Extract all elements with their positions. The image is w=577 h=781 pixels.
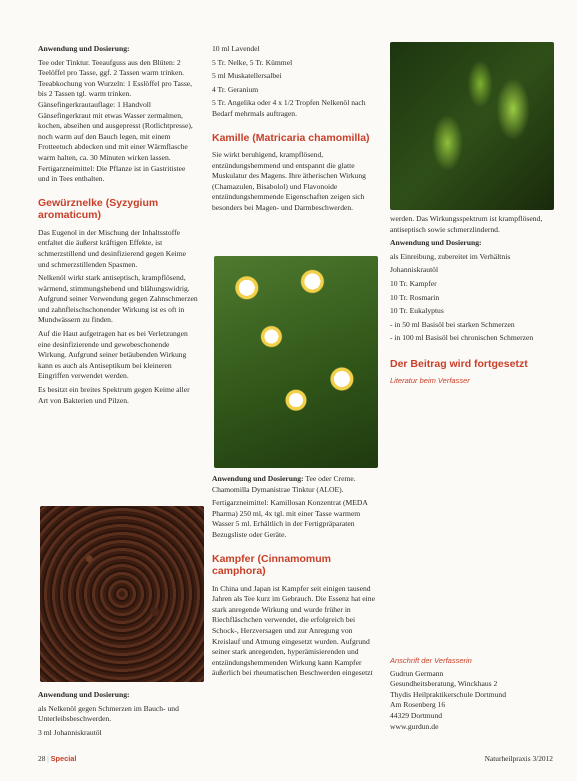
usage-item: 10 Tr. Rosmarin (390, 292, 440, 302)
continued-heading: Der Beitrag wird fortgesetzt (390, 357, 528, 370)
column-1-bottom (38, 690, 198, 741)
usage-item: 10 Tr. Eukalyptus (390, 306, 444, 316)
cloves-photo (40, 506, 204, 682)
author-block (390, 656, 556, 732)
section-label: Special (50, 754, 77, 763)
camphor-cont-text: werden. Das Wirkungsspektrum ist krampflösend, antiseptisch sowie schmerzlindernd. (390, 214, 543, 234)
usage-heading-2: Anwendung und Dosierung: (38, 690, 130, 699)
usage-text-2: als Nelkenöl gegen Schmerzen im Bauch- und Unterleibsbeschwerden. (38, 703, 179, 724)
clove-text-2: Nelkenöl wirkt stark antiseptisch, krampflösend, wärmend, stimmungshebend und blähungswidrig. Aufgrund seiner Verwendung gegen Zahnschmerzen und zahnfleischschonender Wirkung ist es oft in Mundwässern zu finden. (38, 273, 198, 325)
usage-text-1: Tee oder Tinktur. Teeaufguss aus den Blüten: 2 Teelöffel pro Tasse, ggf. 2 Tassen warm trinken. Teeabkochung von Wurzeln: 1 Esslöffel pro Tasse, bis 2 Tassen tgl. warm trinken. Gänsefingerkrautauflage: 1 Handvoll Gänsefingerkraut mit etwas Wasser zermalmen, kochen, abseihen und ausgepresst (Rotlichtpresse), noch warm auf den Bauch legen, mit einem Frotteetuch abdecken und mit einer Wärmflasche warm halten, ca. 30 Minuten wirken lassen. Fertigarzneimittel: Die Pflanze ist in Gastritistee und in Tees enthalten. (38, 57, 193, 184)
column-2-bottom (212, 474, 378, 682)
page-footer-left: 28 | Special (38, 754, 77, 763)
literature-note: Literatur beim Verfasser (390, 376, 470, 386)
usage-text-3b: Fertigarzneimittel: Kamillosan Konzentrat (MEDA Pharma) 250 ml, 4x tgl. mit einer Tasse warmem Wasser 5 ml. Erhältlich in der Fertigpräparaten Bezugsliste oder Geräte. (212, 498, 368, 539)
clove-text-1: Das Eugenol in der Mischung der Inhaltsstoffe entfaltet die äußerst kräftigen Effekte, ist schmerzstillend und desinfizierend gegen Keime und schmerzstillenden Spasmen. (38, 227, 187, 269)
magazine-name: Naturheilpraxis 3/2012 (484, 754, 553, 763)
author-label: Anschrift der Verfasserin (390, 656, 472, 665)
recipe-line: 5 Tr. Angelika oder 4 x 1/2 Tropfen Nelkenöl nach Bedarf mehrmals auftragen. (212, 98, 366, 118)
usage-heading-3: Anwendung und Dosierung: (212, 474, 304, 483)
usage-item: - in 50 ml Basisöl bei starken Schmerzen (390, 319, 515, 329)
author-line: 44329 Dortmund (390, 710, 443, 720)
column-1 (38, 44, 198, 409)
author-line: Thydis Heilpraktikerschule Dortmund (390, 689, 506, 699)
author-line: Gudrun Germann (390, 668, 444, 678)
usage-item: als Einreibung, zubereitet im Verhältnis (390, 251, 511, 261)
usage-heading-1: Anwendung und Dosierung: (38, 44, 130, 53)
section-heading-chamomile: Kamille (Matricaria chamomilla) (212, 131, 370, 144)
recipe-line: 5 ml Muskatellersalbei (212, 71, 282, 81)
usage-item: Johanniskrautöl (390, 265, 439, 275)
usage-text-3: Tee oder Creme. Chamomilla Dymanistrae Tinktur (ALOE). (212, 474, 356, 494)
author-line: www.gurdun.de (390, 721, 439, 731)
page-number: 28 (38, 754, 46, 763)
usage-text-2b: 3 ml Johanniskrautöl (38, 727, 102, 737)
author-line: Am Rosenberg 16 (390, 700, 446, 710)
recipe-line: 5 Tr. Nelke, 5 Tr. Kümmel (212, 57, 293, 67)
recipe-line: 4 Tr. Geranium (212, 84, 259, 94)
author-line: Gesundheitsberatung, Winckhaus 2 (390, 679, 498, 689)
usage-item: 10 Tr. Kampfer (390, 278, 437, 288)
camphor-leaves-photo (390, 42, 554, 210)
column-3 (390, 214, 556, 387)
chamomile-text: Sie wirkt beruhigend, krampflösend, entzündungshemmend und entspannt die glatte Muskulatur des Magens. Ihre ätherischen Wirkung (Chamazulen, Bisabolol) und Flavonoide entzündungshemmende Eigenschaften zeigen sich besonders bei Magen- und Darmbeschwerden. (212, 150, 366, 213)
clove-text-4: Es besitzt ein breites Spektrum gegen Keime aller Art von Bakterien und Pilzen. (38, 385, 190, 405)
usage-heading-4: Anwendung und Dosierung: (390, 238, 482, 248)
camphor-text: In China und Japan ist Kampfer seit einigen tausend Jahren als Tee kurz im Gebrauch. Die Essenz hat eine stark anregende Wirkung und wurde früher in Riechfläschchen verwendet, die erfolgreich bei Schock-, Herzversagen und zur Anregung von Kreislauf und Atmung eingesetzt wurden. Aufgrund seiner stark anregenden, hyperämisierenden und entzündungshemmenden Wirkung kann Kampfer äußerlich bei rheumatischen Beschwerden eingesetzt (212, 583, 375, 678)
column-2 (212, 44, 378, 217)
usage-item: - in 100 ml Basisöl bei chronischen Schmerzen (390, 333, 534, 343)
clove-text-3: Auf die Haut aufgetragen hat es bei Verletzungen eine desinfizierende und gewebeschonende Wirkung. Aufgrund seiner betäubenden Wirkung kann es auch als Antiseptikum bei kleineren Eingriffen verwendet werden. (38, 329, 188, 381)
chamomile-photo (214, 256, 378, 468)
recipe-line: 10 ml Lavendel (212, 44, 260, 53)
section-heading-clove: Gewürznelke (Syzygium aromaticum) (38, 196, 159, 222)
section-heading-camphor: Kampfer (Cinnamomum camphora) (212, 552, 332, 578)
